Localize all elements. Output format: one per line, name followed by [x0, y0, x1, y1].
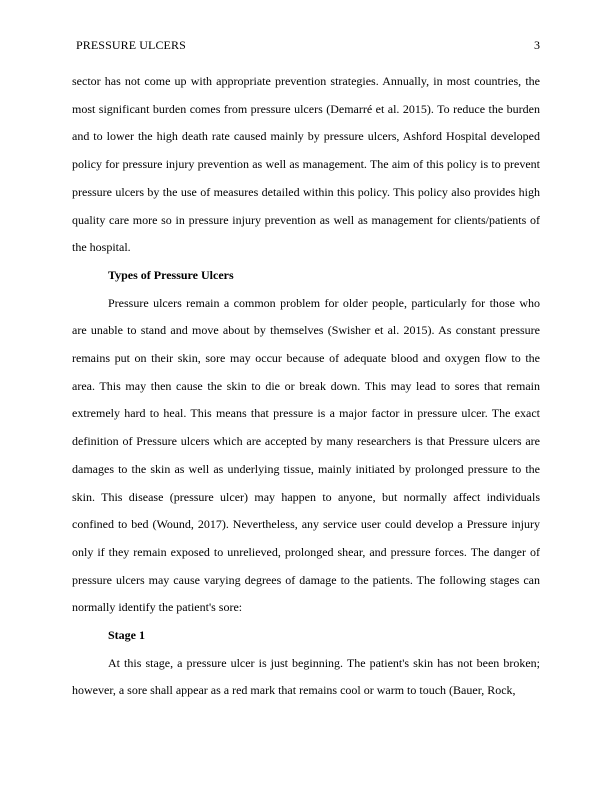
section-heading-types: Types of Pressure Ulcers: [108, 267, 234, 282]
paragraph-stage-1: At this stage, a pressure ulcer is just beginning. The patient's skin has not been broken; however, a sore shall appear as a red mark that remains cool or warm to touch (Bauer, Rock,: [72, 655, 540, 698]
subheading-stage-1: Stage 1: [108, 628, 145, 643]
paragraph-intro-continued: sector has not come up with appropriate prevention strategies. Annually, in most countries, the most significant burden comes from pressure ulcers (Demarré et al. 2015). To reduce the burden and to lower the high death rate caused mainly by pressure ulcers, Ashford Hospital developed policy for pressure injury prevention as well as management. The aim of this policy is to prevent pressure ulcers by the use of measures detailed within this policy. This policy also provides high quality care more so in pressure injury prevention as well as management for clients/patients of the hospital.: [72, 74, 540, 255]
document-body: [72, 68, 540, 705]
page-number: 3: [534, 38, 540, 52]
paragraph-types: Pressure ulcers remain a common problem for older people, particularly for those who are unable to stand and move about by themselves (Swisher et al. 2015). As constant pressure remains put on their skin, sore may occur because of adequate blood and oxygen flow to the area. This may then cause the skin to die or break down. This may lead to sores that remain extremely hard to heal. This means that pressure is a major factor in pressure ulcer. The exact definition of Pressure ulcers which are accepted by many researchers is that Pressure ulcers are damages to the skin as well as underlying tissue, mainly initiated by prolonged pressure to the skin. This disease (pressure ulcer) may happen to anyone, but normally affect individuals confined to bed (Wound, 2017). Nevertheless, any service user could develop a Pressure injury only if they remain exposed to unrelieved, prolonged shear, and pressure forces. The danger of pressure ulcers may cause varying degrees of damage to the patients. The following stages can normally identify the patient's sore:: [72, 295, 540, 615]
page-header: [76, 37, 540, 53]
running-head: PRESSURE ULCERS: [76, 38, 186, 52]
